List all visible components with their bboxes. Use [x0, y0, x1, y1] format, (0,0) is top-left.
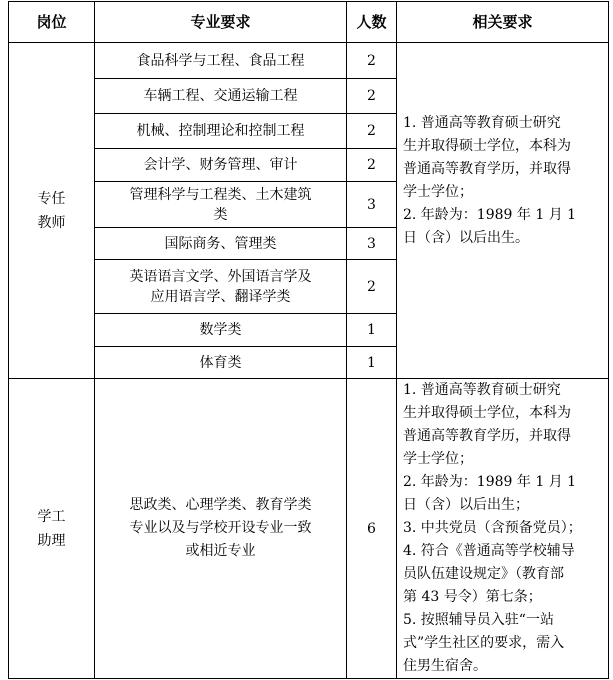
requirement-line: 学士学位；: [403, 451, 473, 467]
recruitment-table: [8, 1, 609, 679]
requirement-line: 学士学位；: [403, 183, 473, 200]
requirement-line: 第 43 号令）第七条；: [403, 589, 542, 605]
major-cell: [95, 379, 347, 679]
count-cell: 3: [347, 182, 397, 228]
header-row: [9, 2, 609, 43]
header-count: 人数: [347, 2, 397, 43]
major-cell: [95, 182, 347, 228]
major-cell: 国际商务、管理类: [95, 228, 347, 260]
requirement-line: 住男生宿舍。: [403, 658, 487, 674]
header-requirements: 相关要求: [397, 2, 609, 43]
major-cell: 体育类: [95, 347, 347, 379]
major-cell: 车辆工程、交通运输工程: [95, 79, 347, 114]
requirement-line: 普通高等教育学历，并取得: [403, 160, 571, 177]
requirements-cell-teacher: [397, 43, 609, 379]
requirements-cell-assistant: [397, 379, 609, 679]
count-cell: 2: [347, 114, 397, 149]
page: [0, 1, 613, 679]
major-line: 思政类、心理学类、教育学类: [129, 497, 312, 513]
position-line: 学工: [37, 508, 66, 525]
requirement-line: 1. 普通高等教育硕士研究: [403, 382, 561, 398]
position-cell-assistant: [9, 379, 95, 679]
table-row: [9, 43, 609, 79]
requirement-line: 员队伍建设规定》（教育部: [403, 566, 564, 582]
requirement-line: 2. 年龄为：1989 年 1 月 1: [403, 474, 577, 490]
major-line: 应用语言学、翻译学类: [150, 288, 291, 305]
requirement-line: 2. 年龄为：1989 年 1 月 1: [403, 206, 577, 223]
requirement-line: 生并取得硕士学位，本科为: [403, 137, 571, 154]
major-cell: 数学类: [95, 314, 347, 347]
major-line: 管理科学与工程类、土木建筑: [129, 186, 312, 203]
count-cell: 1: [347, 347, 397, 379]
position-line: 助理: [37, 532, 66, 549]
requirement-line: 5. 按照辅导员入驻“一站: [403, 612, 554, 628]
requirement-line: 日（含）以后出生。: [403, 229, 529, 246]
major-line: 英语语言文学、外国语言学及: [129, 268, 312, 285]
major-line: 专业以及与学校开设专业一致: [129, 520, 312, 536]
requirement-line: 日（含）以后出生；: [403, 497, 529, 513]
header-position: 岗位: [9, 2, 95, 43]
requirement-line: 式”学生社区的要求，需入: [403, 635, 565, 651]
count-cell: 2: [347, 260, 397, 314]
major-cell: 机械、控制理论和控制工程: [95, 114, 347, 149]
count-cell: 2: [347, 149, 397, 182]
position-line: 教师: [37, 214, 66, 231]
count-cell: 2: [347, 79, 397, 114]
requirement-line: 生并取得硕士学位，本科为: [403, 405, 571, 421]
major-cell: [95, 260, 347, 314]
requirement-line: 1. 普通高等教育硕士研究: [403, 114, 561, 131]
table-row: [9, 379, 609, 679]
count-cell: 2: [347, 43, 397, 79]
major-line: 或相近专业: [185, 543, 256, 559]
major-line: 类: [213, 206, 228, 223]
count-cell: 3: [347, 228, 397, 260]
requirement-line: 3. 中共党员（含预备党员）；: [403, 520, 582, 536]
requirement-line: 4. 符合《普通高等学校辅导: [403, 543, 575, 559]
requirement-line: 普通高等教育学历，并取得: [403, 428, 571, 444]
position-line: 专任: [37, 190, 66, 207]
position-cell-teacher: [9, 43, 95, 379]
major-cell: 食品科学与工程、食品工程: [95, 43, 347, 79]
count-cell: 6: [347, 379, 397, 679]
major-cell: 会计学、财务管理、审计: [95, 149, 347, 182]
count-cell: 1: [347, 314, 397, 347]
header-major: 专业要求: [95, 2, 347, 43]
